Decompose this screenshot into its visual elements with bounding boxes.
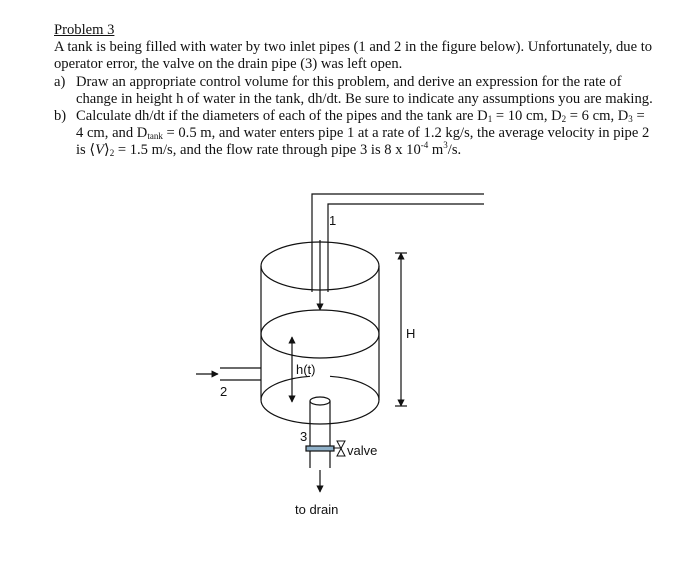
tank-bottom-back-right: [330, 376, 379, 400]
problem-title: Problem 3: [54, 22, 115, 38]
part-b-t5: = 0.5 m, and water enters pipe 1 at a rate of 1.2 kg/s, the average velocity in pipe 2 is ⟨: [76, 125, 650, 159]
part-b-t1: Calculate dh/dt if the diameters of each of the pipes and the tank are D: [76, 108, 488, 125]
pipe-3-label: 3: [300, 429, 308, 444]
valve-body: [306, 446, 334, 451]
part-b-s6: 2: [109, 148, 115, 159]
pipe-1: [312, 194, 484, 310]
part-b-s3: 3: [628, 114, 633, 125]
part-b-t8: m: [428, 142, 444, 159]
pipe-3: [306, 397, 334, 492]
part-b-t4: = 4 cm, and D: [76, 108, 645, 142]
valve-label: valve: [347, 443, 378, 458]
part-b-label: b): [54, 108, 67, 125]
tank-bottom-back-left: [261, 376, 310, 400]
water-surface-ellipse: [261, 310, 379, 358]
part-b-vsym: V: [95, 142, 104, 159]
part-a-label: a): [54, 73, 66, 90]
pipe-1-label: 1: [329, 213, 337, 228]
part-b-t3: = 6 cm, D: [566, 108, 629, 125]
part-a-text: Draw an appropriate control volume for this problem, and derive an expression for the rate of change in height h of water in the tank, dh/dt. Be sure to indicate any assumptions you are making.: [76, 73, 653, 107]
part-b-t9: /s.: [447, 142, 462, 159]
level-label: h(t): [296, 362, 316, 377]
part-b-t2: = 10 cm, D: [492, 108, 562, 125]
pipe-1-inner-wall: [328, 204, 484, 292]
valve-icon: [333, 441, 345, 456]
part-b-t6: ⟩: [104, 142, 110, 159]
height-label: H: [406, 326, 416, 341]
pipe-2-label: 2: [220, 384, 228, 399]
problem-intro: A tank is being filled with water by two inlet pipes (1 and 2 in the figure below). Unfortunately, due to operator error, the valve on the drain pipe (3) was left open.: [54, 39, 653, 73]
part-b-sup1: -4: [420, 140, 429, 151]
part-b-sup2: 3: [443, 140, 448, 151]
part-b-s4: tank: [147, 131, 163, 142]
drain-label: to drain: [295, 502, 339, 517]
pipe-2: [196, 368, 261, 380]
pipe-3-mouth: [310, 397, 330, 405]
part-b-s1: 1: [487, 114, 493, 125]
part-b-t7: = 1.5 m/s, and the flow rate through pipe 3 is 8 x 10: [114, 142, 421, 159]
part-b-s2: 2: [561, 114, 567, 125]
